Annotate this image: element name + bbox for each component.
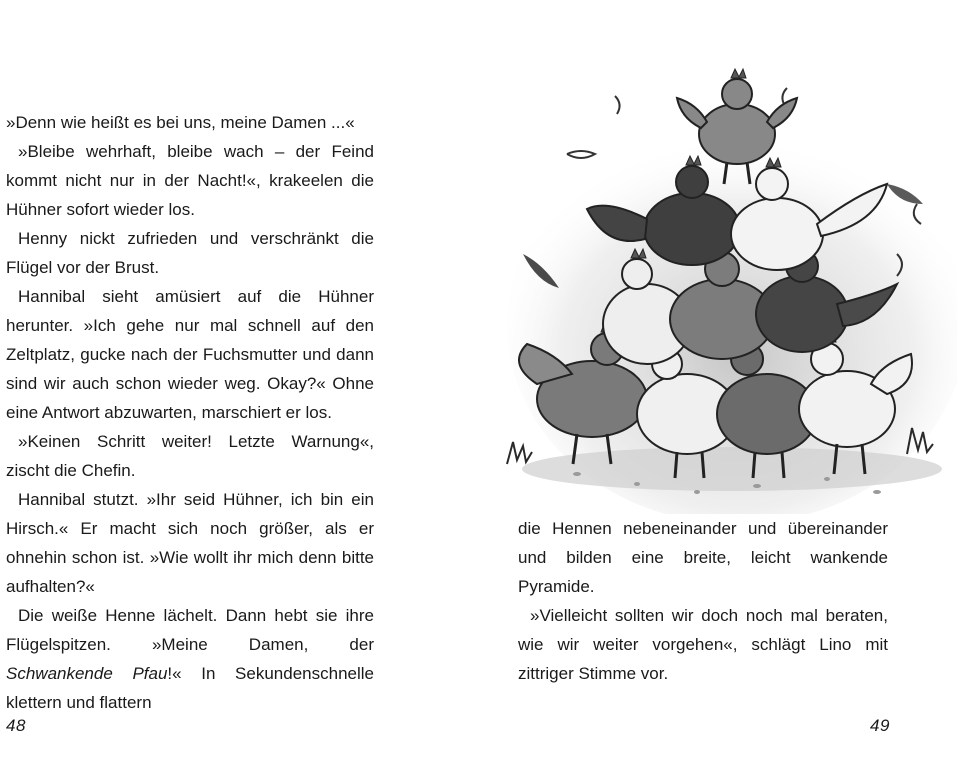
paragraph: »Denn wie heißt es bei uns, meine Damen ...«: [6, 113, 355, 132]
left-page-text: [6, 108, 374, 717]
paragraph-text: !« In Sekundenschnelle klettern und flattern: [6, 664, 374, 712]
right-page-text: [518, 514, 888, 688]
hen-pyramid-illustration: [497, 54, 957, 514]
paragraph: Hannibal sieht amüsiert auf die Hühner herunter. »Ich gehe nur mal schnell auf den Zeltplatz, gucke nach der Fuchsmutter und dann sind wir auch schon wieder weg. Okay?« Ohne eine Antwort abzuwarten, marschiert er los.: [6, 287, 374, 422]
paragraph: »Keinen Schritt weiter! Letzte Warnung«, zischt die Chefin.: [6, 432, 374, 480]
page-number-left: 48: [6, 716, 26, 735]
paragraph: »Vielleicht sollten wir doch noch mal beraten, wie wir weiter vorgehen«, schlägt Lino mit zittriger Stimme vor.: [518, 606, 888, 683]
paragraph: Hannibal stutzt. »Ihr seid Hühner, ich bin ein Hirsch.« Er macht sich noch größer, als er ohnehin schon ist. »Wie wollt ihr mich denn bitte aufhalten?«: [6, 490, 374, 596]
paragraph: [6, 601, 374, 717]
right-page: [485, 0, 970, 776]
paragraph: Henny nickt zufrieden und verschränkt die Flügel vor der Brust.: [6, 229, 374, 277]
paragraph: »Bleibe wehrhaft, bleibe wach – der Feind kommt nicht nur in der Nacht!«, krakeelen die Hühner sofort wieder los.: [6, 142, 374, 219]
emphasized-text: Schwankende Pfau: [6, 664, 168, 683]
paragraph-text: Die weiße Henne lächelt. Dann hebt sie ihre Flügelspitzen. »Meine Damen, der: [6, 606, 374, 654]
paragraph: die Hennen nebeneinander und übereinander und bilden eine breite, leicht wankende Pyramide.: [518, 519, 888, 596]
page-number-right: 49: [870, 716, 890, 735]
ground-shadow: [522, 447, 942, 491]
